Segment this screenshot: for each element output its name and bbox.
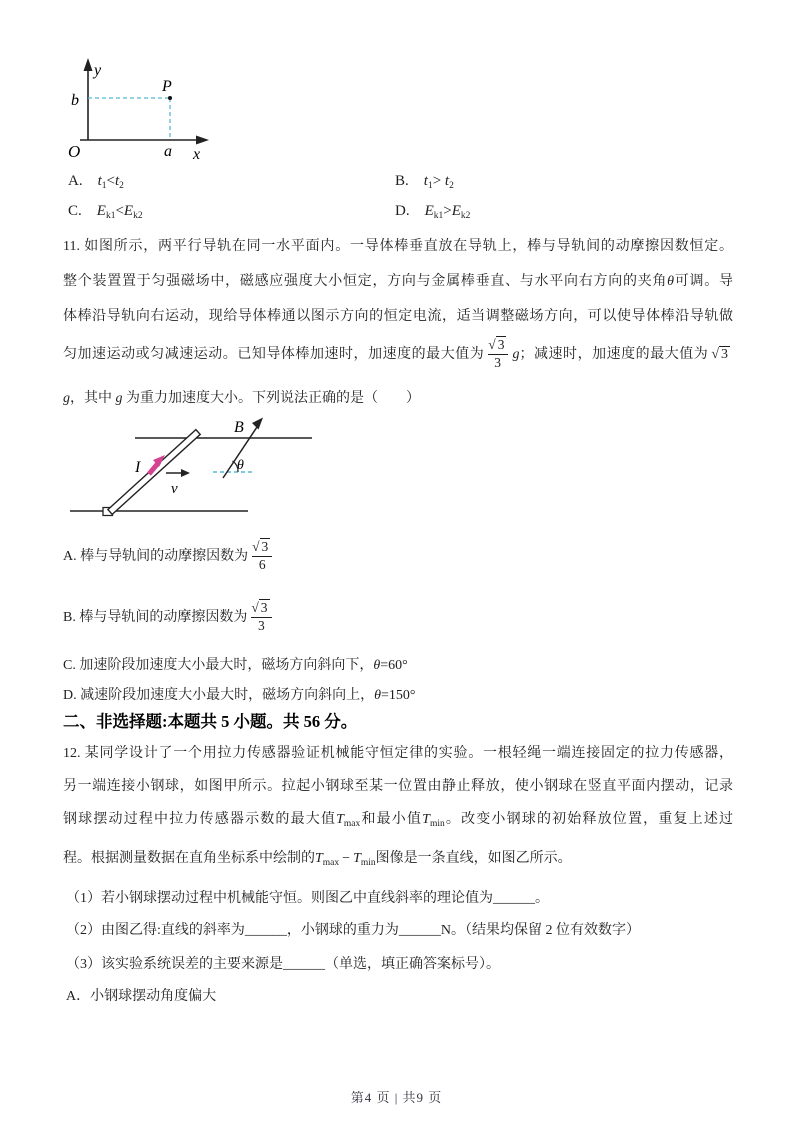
point-P-dot [168,96,172,100]
text-run: =150° [381,688,416,703]
radicand: 3 [261,539,269,555]
T-var: T [315,851,323,866]
relation: < [115,203,124,219]
g-var: g [512,347,520,362]
math-sub: min [429,819,445,829]
theta-var: θ [667,274,675,289]
denominator: 6 [252,556,272,573]
theta-var: θ [373,658,381,673]
math-sub: 1 [101,181,107,191]
math-var: E [123,203,134,219]
label-a: a [164,143,172,160]
text-run: ，其中 [70,391,116,406]
label-field-B: B [234,419,244,436]
label-y: y [94,62,102,79]
text-run: 可调。导 [674,274,734,289]
option-d-label: D. [395,203,410,219]
g-var: g [63,391,70,406]
math-var: E [424,203,434,219]
y-axis-arrowhead-icon [84,58,93,71]
radical-sign: √ [252,539,260,555]
relation: < [106,173,115,189]
q11-option-d [63,686,416,706]
theta-var: θ [374,688,381,703]
label-P: P [162,78,172,95]
sqrt3-expression [711,347,730,362]
math-sub: k1 [433,211,444,221]
radicand: 3 [497,337,505,353]
q12-subquestion-1: （1）若小钢球摆动过程中机械能守恒。则图乙中直线斜率的理论值为______。 [66,891,549,906]
label-b: b [71,92,79,109]
option-c-label: C. [68,203,82,219]
text-run: 钢球摆动过程中拉力传感器示数的最大值 [63,812,337,827]
math-var: t [114,173,120,189]
q11-stem-line-3: 体棒沿导轨向右运动，现给导体棒通以图示方向的恒定电流，适当调整磁场方向，可以使导体棒沿导轨做 [63,309,733,324]
radicand: 3 [260,600,268,616]
q11-option-c [63,656,408,676]
radical-sign: √ [488,337,496,353]
T-var: T [353,851,361,866]
math-sub: max [343,819,361,829]
fraction-sqrt3-over-3 [488,338,508,371]
b-field-arrowhead-icon [252,418,263,430]
figure-coordinate-graph [58,55,218,167]
math-sub: max [322,858,340,868]
q11-stem-line-1: 11. 如图所示，两平行导轨在同一水平面内。一导体棒垂直放在导轨上，棒与导轨间的动摩擦因数恒定。 [63,239,733,254]
dashed-guide-lines [88,98,170,140]
relation: > [443,203,452,219]
text-run: 匀加速运动或匀减速运动。已知导体棒加速时，加速度的最大值为 [63,347,485,362]
q12-subquestion-3: （3）该实验系统误差的主要来源是______（单选，填正确答案标号）。 [66,957,500,972]
q12-stem-line-4 [63,846,572,872]
page-number-footer: 第4 页 | 共9 页 [350,1090,443,1105]
velocity-arrowhead-icon [181,469,190,477]
label-O: O [68,142,81,161]
math-sub: k1 [105,211,116,221]
label-x: x [193,146,201,163]
q12-option-a: A．小钢球摆动角度偏大 [66,989,217,1004]
q12-subquestion-2: （2）由图乙得:直线的斜率为______，小钢球的重力为______N。（结果均保留 2 位有效数字） [66,923,640,938]
text-run: 为重力加速度大小。下列说法正确的是（ ） [122,391,420,406]
g-var: g [115,391,123,406]
q10-option-b [395,171,454,191]
radical-sign: √ [251,600,259,616]
fraction-sqrt3-over-3 [251,601,271,634]
T-var: T [422,812,430,827]
q11-stem-line-4 [63,331,733,379]
q12-stem-line-3 [63,806,733,834]
label-theta: θ [237,458,244,473]
math-var: t [97,173,102,189]
radical-sign: √ [711,347,720,362]
text-run: B. 棒与导轨间的动摩擦因数为 [63,610,248,625]
T-var: T [336,812,344,827]
q12-stem-line-1: 12. 某同学设计了一个用拉力传感器验证机械能守恒定律的实验。一根轻绳一端连接固定的拉力传感器， [63,746,733,761]
q10-option-d [395,201,470,221]
math-sub: k2 [133,211,143,221]
math-sub: 1 [427,181,433,191]
math-var: t [423,173,428,189]
q10-option-c [68,201,143,221]
q12-stem-line-2: 另一端连接小钢球，如图甲所示。拉起小钢球至某一位置由静止释放，使小钢球在竖直平面内摆动，记录 [63,779,733,794]
math-sub: k2 [460,211,471,221]
x-axis-arrowhead-icon [196,136,209,145]
math-var: t [444,173,450,189]
option-b-label: B. [395,173,409,189]
text-run: 整个装置置于匀强磁场中，磁感应强度大小恒定，方向与金属棒垂直、与水平向右方向的夹角 [63,274,668,289]
math-var: E [451,203,461,219]
q11-option-b [63,592,276,644]
math-sub: min [360,858,376,868]
text-run: =60° [380,658,408,673]
q10-option-a [68,171,124,191]
radicand: 3 [721,347,729,362]
relation: > [432,173,445,189]
figure-rail-rod-diagram [60,415,380,523]
math-sub: 2 [119,181,124,191]
math-var: E [96,203,106,219]
text-run: 和最小值 [360,812,423,827]
fraction-sqrt3-over-6 [252,540,272,573]
option-a-label: A. [68,173,83,189]
section-2-heading: 二、非选择题:本题共 5 小题。共 56 分。 [63,712,358,731]
label-velocity-v: v [171,481,178,497]
minus-sign: − [342,851,351,866]
q11-option-a [63,531,276,583]
denominator: 3 [488,354,508,371]
text-run: C. 加速阶段加速度大小最大时，磁场方向斜向下， [63,658,374,673]
q11-stem-line-2 [63,272,733,292]
q11-stem-line-5 [63,389,420,409]
text-run: 。改变小钢球的初始释放位置，重复上述过 [444,812,734,827]
text-run: A. 棒与导轨间的动摩擦因数为 [63,549,249,564]
text-run: 程。根据测量数据在直角坐标系中绘制的 [63,851,315,866]
math-sub: 2 [449,181,454,191]
label-current-I: I [135,459,141,476]
text-run: ；减速时，加速度的最大值为 [519,347,709,362]
text-run: 图像是一条直线，如图乙所示。 [375,851,572,866]
denominator: 3 [251,617,271,634]
text-run: D. 减速阶段加速度大小最大时，磁场方向斜向上， [63,688,375,703]
